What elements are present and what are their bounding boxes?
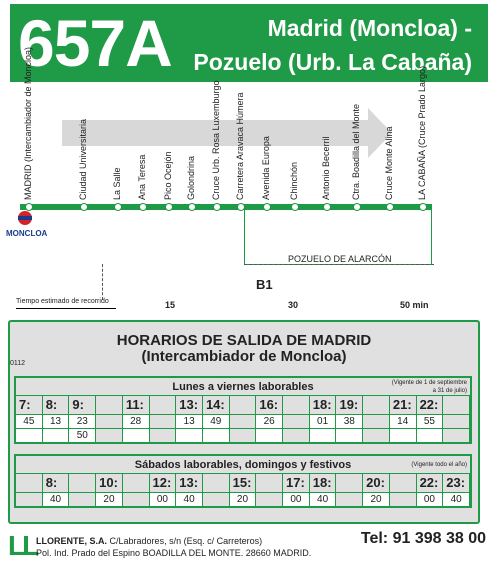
stop-label: Pico Ocejón: [163, 151, 173, 200]
time-50: 50 min: [400, 300, 429, 310]
hour-cell: [150, 396, 177, 414]
minute-cell: [203, 492, 230, 506]
minute-cell: 00: [150, 492, 177, 506]
footer: [8, 530, 488, 566]
stop-label: LA CABAÑA (Cruce Prado Largo): [417, 65, 427, 200]
weekday-schedule: [14, 376, 472, 444]
minute-cell: [283, 414, 310, 428]
stop-label: Avenida Europa: [261, 136, 271, 200]
minute-cell: [363, 428, 390, 442]
hour-cell: 22:: [417, 474, 444, 492]
pozuelo-label: POZUELO DE ALARCÓN: [288, 254, 392, 264]
minute-cell: [69, 492, 96, 506]
weekday-header: [16, 378, 470, 396]
hour-cell: 20:: [363, 474, 390, 492]
route-destination-line1: Madrid (Moncloa) -: [267, 15, 472, 41]
hour-cell: 8:: [43, 396, 70, 414]
minute-cell: [336, 492, 363, 506]
minute-cell: [230, 414, 257, 428]
stop-dot: [139, 203, 147, 211]
hour-cell: [443, 396, 470, 414]
schedule-panel: [8, 320, 480, 524]
stop-label: Carretera Aravaca Húmera: [235, 92, 245, 200]
minute-cell: [150, 414, 177, 428]
minute-cell: 55: [417, 414, 444, 428]
minute-cell: [203, 428, 230, 442]
stop-label: Ciudad Universitaria: [78, 118, 88, 200]
minute-cell: [123, 492, 150, 506]
minute-cell: 40: [176, 492, 203, 506]
hour-cell: 13:: [176, 474, 203, 492]
minute-cell: 50: [69, 428, 96, 442]
minute-cell: 00: [283, 492, 310, 506]
time-15: 15: [165, 300, 176, 310]
stop-label: Cruce Urb. Rosa Luxemburgo: [211, 80, 221, 200]
hour-cell: 18:: [310, 396, 337, 414]
minute-cell: [443, 414, 470, 428]
stop-label: Antonio Becerril: [321, 136, 331, 200]
minute-cell: 38: [336, 414, 363, 428]
stop-dot: [165, 203, 173, 211]
time-arrow: [16, 308, 116, 309]
minute-cell: [256, 428, 283, 442]
minute-cell: 13: [176, 414, 203, 428]
minute-cell: 40: [43, 492, 70, 506]
minute-cell: 20: [230, 492, 257, 506]
metro-logo-icon: [18, 211, 32, 225]
hour-cell: 19:: [336, 396, 363, 414]
minute-cell: [123, 428, 150, 442]
time-label: Tiempo estimado de recorrido: [16, 298, 109, 305]
hour-cell: [230, 396, 257, 414]
hour-cell: 12:: [150, 474, 177, 492]
company-address-line1: [36, 536, 262, 546]
minute-cell: [96, 428, 123, 442]
hour-cell: 11:: [123, 396, 150, 414]
zone-divider-horizontal: [244, 264, 434, 265]
company-phone: Tel: 91 398 38 00: [360, 530, 486, 547]
minute-cell: [230, 428, 257, 442]
weekend-label: Sábados laborables, domingos y festivos: [134, 459, 352, 471]
company-street: C/Labradores, s/n (Esq. c/ Carreteros): [109, 536, 263, 546]
minute-cell: 26: [256, 414, 283, 428]
stop-dot: [114, 203, 122, 211]
stop-dot: [25, 203, 33, 211]
hour-cell: 17:: [283, 474, 310, 492]
zone-b1-label: B1: [256, 277, 273, 292]
company-address-line2: Pol. Ind. Prado del Espino BOADILLA DEL MONTE. 28660 MADRID.: [36, 548, 312, 558]
zone-divider: [102, 264, 103, 300]
stop-label: Chinchón: [289, 161, 299, 200]
minute-cell: [283, 428, 310, 442]
stop-label: Golondrina: [186, 155, 196, 200]
stop-label: MADRID (Intercambiador de Moncloa): [23, 46, 33, 200]
minute-cell: 49: [203, 414, 230, 428]
hour-cell: 15:: [230, 474, 257, 492]
minute-cell: [443, 428, 470, 442]
weekday-grid: [16, 396, 470, 442]
hour-cell: 21:: [390, 396, 417, 414]
minute-cell: [417, 428, 444, 442]
hour-cell: 7:: [16, 396, 43, 414]
minute-cell: [16, 492, 43, 506]
weekend-schedule: [14, 454, 472, 508]
hour-cell: [123, 474, 150, 492]
minute-cell: 00: [417, 492, 444, 506]
stop-label: Cruce Monte Alina: [384, 126, 394, 200]
hour-cell: 9:: [69, 396, 96, 414]
hour-cell: [69, 474, 96, 492]
hour-cell: [336, 474, 363, 492]
stop-dot: [213, 203, 221, 211]
weekday-note-line1: (Vigente de 1 de septiembre: [391, 380, 467, 386]
schedule-subtitle: (Intercambiador de Moncloa): [141, 348, 347, 365]
minute-cell: [96, 414, 123, 428]
minute-cell: [363, 414, 390, 428]
hour-cell: [390, 474, 417, 492]
stop-label: La Salle: [112, 167, 122, 200]
route-number: 657A: [18, 6, 172, 80]
hour-cell: 18:: [310, 474, 337, 492]
hour-cell: [203, 474, 230, 492]
company-name: LLORENTE, S.A.: [36, 536, 108, 546]
schedule-title: HORARIOS DE SALIDA DE MADRID: [116, 332, 372, 349]
minute-cell: 20: [363, 492, 390, 506]
minute-cell: 13: [43, 414, 70, 428]
hour-cell: 14:: [203, 396, 230, 414]
stop-label: Ana Teresa: [137, 154, 147, 200]
hour-cell: [16, 474, 43, 492]
minute-cell: [256, 492, 283, 506]
hour-cell: 10:: [96, 474, 123, 492]
hour-cell: [96, 396, 123, 414]
hour-cell: 23:: [443, 474, 470, 492]
weekend-grid: [16, 474, 470, 506]
weekend-note: (Vigente todo el año): [411, 462, 467, 468]
hour-cell: [283, 396, 310, 414]
hour-cell: [256, 474, 283, 492]
hour-cell: 16:: [256, 396, 283, 414]
minute-cell: 45: [16, 414, 43, 428]
minute-cell: [336, 428, 363, 442]
minute-cell: 20: [96, 492, 123, 506]
weekday-label: Lunes a viernes laborables: [172, 381, 314, 393]
schedule-code: 0112: [10, 360, 26, 367]
minute-cell: 14: [390, 414, 417, 428]
stop-label: Ctra. Boadilla del Monte: [351, 103, 361, 200]
stop-dot: [188, 203, 196, 211]
minute-cell: [310, 428, 337, 442]
minute-cell: [176, 428, 203, 442]
minute-cell: [390, 492, 417, 506]
minute-cell: 01: [310, 414, 337, 428]
weekday-note-line2: a 31 de julio): [432, 388, 467, 394]
weekend-header: [16, 456, 470, 474]
hour-cell: 8:: [43, 474, 70, 492]
hour-cell: [363, 396, 390, 414]
stop-dot: [80, 203, 88, 211]
minute-cell: [16, 428, 43, 442]
time-30: 30: [288, 300, 299, 310]
minute-cell: 40: [310, 492, 337, 506]
minute-cell: 23: [69, 414, 96, 428]
minute-cell: 28: [123, 414, 150, 428]
minute-cell: [43, 428, 70, 442]
hour-cell: 13:: [176, 396, 203, 414]
minute-cell: [150, 428, 177, 442]
minute-cell: 40: [443, 492, 470, 506]
company-logo: LL: [8, 530, 37, 561]
minute-cell: [390, 428, 417, 442]
weekday-note: [392, 379, 467, 395]
moncloa-label: MONCLOA: [6, 229, 48, 238]
hour-cell: 22:: [417, 396, 444, 414]
route-destination-line2: Pozuelo (Urb. La Cabaña): [193, 49, 472, 75]
